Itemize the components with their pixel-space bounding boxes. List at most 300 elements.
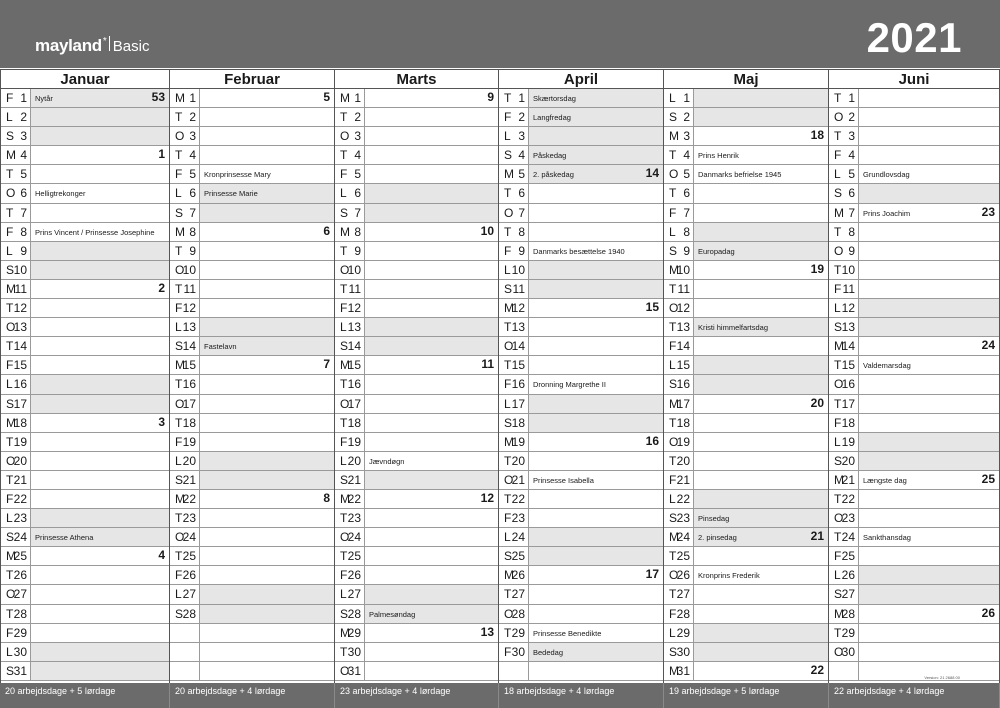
day-cell[interactable] (529, 662, 663, 680)
day-row (829, 299, 999, 318)
day-row (664, 528, 828, 547)
day-cell[interactable] (694, 356, 828, 374)
day-label (664, 204, 694, 222)
weekday-letter: F (340, 301, 348, 316)
day-row (664, 490, 828, 509)
day-cell[interactable] (694, 566, 828, 584)
day-cell[interactable] (200, 433, 334, 451)
day-cell[interactable] (529, 356, 663, 374)
day-cell[interactable] (365, 528, 498, 546)
day-cell[interactable] (31, 127, 169, 145)
day-cell[interactable] (365, 108, 498, 126)
day-cell[interactable] (529, 299, 663, 317)
day-cell[interactable] (694, 547, 828, 565)
weekday-letter: S (834, 320, 843, 335)
weekday-letter: T (669, 320, 677, 335)
day-number: 10 (13, 262, 27, 277)
day-label (829, 471, 859, 489)
day-row (499, 318, 663, 337)
day-row (170, 528, 334, 547)
day-cell[interactable] (200, 165, 334, 183)
day-cell[interactable] (200, 395, 334, 413)
day-cell[interactable] (365, 165, 498, 183)
day-cell[interactable] (31, 337, 169, 355)
day-label (1, 585, 31, 603)
day-cell[interactable] (694, 605, 828, 623)
day-cell[interactable] (859, 242, 999, 260)
day-cell[interactable] (529, 624, 663, 642)
day-row (335, 624, 498, 643)
weekday-letter: T (6, 568, 14, 583)
week-number: 11 (481, 357, 494, 372)
day-label (664, 662, 694, 680)
day-cell[interactable] (859, 643, 999, 661)
day-cell[interactable] (529, 184, 663, 202)
weekday-letter: L (6, 110, 13, 125)
day-label (335, 165, 365, 183)
day-cell[interactable] (529, 452, 663, 470)
day-cell[interactable] (529, 566, 663, 584)
day-label (1, 643, 31, 661)
day-cell[interactable] (859, 108, 999, 126)
day-number: 12 (841, 301, 855, 316)
day-cell[interactable] (529, 242, 663, 260)
day-cell[interactable] (859, 490, 999, 508)
day-number: 3 (683, 129, 690, 144)
day-cell[interactable] (200, 643, 334, 661)
day-cell[interactable] (859, 299, 999, 317)
day-cell[interactable] (529, 395, 663, 413)
day-cell[interactable] (529, 280, 663, 298)
weekday-letter: T (340, 644, 348, 659)
brand-product: Basic (112, 38, 150, 55)
day-row (170, 318, 334, 337)
day-number: 4 (683, 148, 690, 163)
day-number: 12 (347, 301, 361, 316)
day-cell[interactable] (859, 127, 999, 145)
day-cell[interactable] (31, 662, 169, 680)
day-cell[interactable] (859, 146, 999, 164)
day-label (664, 146, 694, 164)
day-label (1, 223, 31, 241)
day-cell[interactable] (529, 89, 663, 107)
day-cell[interactable] (200, 605, 334, 623)
day-cell[interactable] (31, 242, 169, 260)
day-cell[interactable] (529, 146, 663, 164)
day-row (664, 127, 828, 146)
day-cell[interactable] (365, 433, 498, 451)
day-cell[interactable] (694, 242, 828, 260)
header-bar (0, 0, 1000, 68)
day-cell[interactable] (694, 89, 828, 107)
brand-divider (109, 36, 110, 51)
day-label (664, 280, 694, 298)
day-cell[interactable] (200, 356, 334, 374)
day-cell[interactable] (694, 375, 828, 393)
day-cell[interactable] (694, 204, 828, 222)
day-cell[interactable] (365, 605, 498, 623)
day-cell[interactable] (365, 146, 498, 164)
day-cell[interactable] (200, 452, 334, 470)
day-row (335, 547, 498, 566)
day-row (335, 204, 498, 223)
day-cell[interactable] (529, 261, 663, 279)
day-number: 4 (20, 148, 27, 163)
day-cell[interactable] (365, 204, 498, 222)
day-cell[interactable] (31, 547, 169, 565)
day-row (170, 585, 334, 604)
day-label (1, 165, 31, 183)
day-cell[interactable] (694, 585, 828, 603)
day-cell[interactable] (200, 566, 334, 584)
day-cell[interactable] (365, 414, 498, 432)
day-cell[interactable] (200, 184, 334, 202)
day-label (664, 395, 694, 413)
day-number: 28 (676, 606, 690, 621)
day-cell[interactable] (31, 204, 169, 222)
day-cell[interactable] (529, 433, 663, 451)
day-row (335, 280, 498, 299)
day-cell[interactable] (859, 375, 999, 393)
day-cell[interactable] (859, 528, 999, 546)
day-cell[interactable] (694, 662, 828, 680)
day-label (829, 414, 859, 432)
day-note: Valdemarsdag (863, 361, 911, 371)
day-cell[interactable] (200, 108, 334, 126)
day-number: 20 (841, 453, 855, 468)
day-cell[interactable] (200, 585, 334, 603)
day-number: 31 (676, 663, 690, 678)
day-cell[interactable] (200, 624, 334, 642)
day-cell[interactable] (31, 280, 169, 298)
day-cell[interactable] (31, 433, 169, 451)
day-cell[interactable] (200, 662, 334, 680)
day-number: 26 (347, 568, 361, 583)
day-cell[interactable] (31, 318, 169, 336)
day-cell[interactable] (859, 165, 999, 183)
weekday-letter: M (175, 358, 185, 373)
day-cell[interactable] (694, 395, 828, 413)
day-cell[interactable] (31, 299, 169, 317)
day-cell[interactable] (859, 223, 999, 241)
month-name: Januar (1, 69, 169, 89)
month-column (499, 69, 664, 683)
day-cell[interactable] (859, 395, 999, 413)
day-cell[interactable] (694, 490, 828, 508)
day-cell[interactable] (694, 146, 828, 164)
day-cell[interactable] (529, 585, 663, 603)
day-cell[interactable] (859, 547, 999, 565)
day-cell[interactable] (31, 89, 169, 107)
day-cell[interactable] (859, 261, 999, 279)
day-cell[interactable] (859, 337, 999, 355)
day-row (829, 184, 999, 203)
day-label (499, 471, 529, 489)
day-cell[interactable] (31, 165, 169, 183)
day-cell[interactable] (31, 624, 169, 642)
day-cell[interactable] (529, 127, 663, 145)
day-cell[interactable] (694, 108, 828, 126)
day-number: 29 (13, 625, 27, 640)
weekday-letter: T (504, 91, 512, 105)
day-cell[interactable] (365, 356, 498, 374)
day-cell[interactable] (31, 605, 169, 623)
day-number: 11 (677, 281, 690, 296)
day-cell[interactable] (859, 566, 999, 584)
day-cell[interactable] (694, 643, 828, 661)
day-number: 27 (676, 587, 690, 602)
day-cell[interactable] (859, 89, 999, 107)
day-number: 9 (683, 243, 690, 258)
day-cell[interactable] (694, 509, 828, 527)
day-cell[interactable] (859, 414, 999, 432)
day-label (335, 108, 365, 126)
day-number: 9 (354, 243, 361, 258)
weekday-letter: F (6, 358, 14, 373)
day-cell[interactable] (365, 643, 498, 661)
day-cell[interactable] (200, 414, 334, 432)
day-label (499, 662, 529, 680)
day-cell[interactable] (31, 471, 169, 489)
day-label (335, 624, 365, 642)
day-cell[interactable] (694, 127, 828, 145)
day-cell[interactable] (200, 242, 334, 260)
day-cell[interactable] (200, 547, 334, 565)
day-cell[interactable] (200, 299, 334, 317)
day-cell[interactable] (200, 509, 334, 527)
day-cell[interactable] (529, 337, 663, 355)
day-cell[interactable] (31, 375, 169, 393)
day-label (170, 471, 200, 489)
day-row (170, 414, 334, 433)
weekday-letter: T (834, 262, 842, 277)
day-cell[interactable] (200, 261, 334, 279)
day-row (1, 146, 169, 165)
day-cell[interactable] (365, 566, 498, 584)
day-cell[interactable] (859, 184, 999, 202)
day-cell[interactable] (365, 624, 498, 642)
day-number: 28 (841, 606, 855, 621)
weekday-letter: T (340, 243, 348, 258)
day-cell[interactable] (200, 89, 334, 107)
day-cell[interactable] (365, 452, 498, 470)
day-note: Prinsesse Athena (35, 533, 94, 543)
day-note: Pinsedag (698, 514, 730, 524)
day-cell[interactable] (694, 414, 828, 432)
day-cell[interactable] (694, 261, 828, 279)
day-cell[interactable] (31, 356, 169, 374)
day-cell[interactable] (365, 89, 498, 107)
day-cell[interactable] (200, 204, 334, 222)
day-cell[interactable] (31, 395, 169, 413)
day-cell[interactable] (529, 375, 663, 393)
day-cell[interactable] (529, 165, 663, 183)
day-label (170, 509, 200, 527)
day-row (829, 280, 999, 299)
brand-mark: * (102, 36, 107, 47)
day-label (1, 242, 31, 260)
day-cell[interactable] (365, 223, 498, 241)
day-label (499, 223, 529, 241)
day-cell[interactable] (31, 223, 169, 241)
day-cell[interactable] (31, 184, 169, 202)
day-cell[interactable] (694, 471, 828, 489)
day-cell[interactable] (365, 184, 498, 202)
day-cell[interactable] (365, 395, 498, 413)
day-cell[interactable] (31, 414, 169, 432)
day-cell[interactable] (529, 605, 663, 623)
day-cell[interactable] (859, 433, 999, 451)
day-cell[interactable] (31, 108, 169, 126)
day-row (664, 566, 828, 585)
day-cell[interactable] (859, 624, 999, 642)
day-cell[interactable] (694, 337, 828, 355)
day-cell[interactable] (200, 471, 334, 489)
day-cell[interactable] (200, 528, 334, 546)
day-cell[interactable] (529, 643, 663, 661)
day-label (664, 165, 694, 183)
day-cell[interactable] (200, 337, 334, 355)
day-label (829, 605, 859, 623)
day-cell[interactable] (529, 528, 663, 546)
day-cell[interactable] (365, 662, 498, 680)
day-row (335, 433, 498, 452)
day-label (335, 146, 365, 164)
weekday-letter: L (834, 568, 841, 583)
day-label (1, 566, 31, 584)
day-cell[interactable] (365, 261, 498, 279)
day-number: 3 (848, 129, 855, 144)
weekday-letter: L (340, 320, 347, 335)
day-cell[interactable] (365, 547, 498, 565)
day-cell[interactable] (365, 509, 498, 527)
day-cell[interactable] (365, 242, 498, 260)
day-cell[interactable] (365, 318, 498, 336)
day-cell[interactable] (529, 108, 663, 126)
day-cell[interactable] (31, 585, 169, 603)
day-cell[interactable] (529, 414, 663, 432)
day-cell[interactable] (859, 204, 999, 222)
day-label (335, 643, 365, 661)
day-number: 22 (13, 491, 27, 506)
day-label (335, 452, 365, 470)
day-cell[interactable] (694, 452, 828, 470)
weekday-letter: T (6, 472, 14, 487)
day-cell[interactable] (694, 318, 828, 336)
day-cell[interactable] (365, 337, 498, 355)
day-note: Prins Joachim (863, 208, 911, 218)
day-row (1, 242, 169, 261)
day-cell[interactable] (200, 280, 334, 298)
day-cell[interactable] (694, 433, 828, 451)
day-cell[interactable] (529, 471, 663, 489)
week-number: 7 (323, 357, 330, 372)
day-cell[interactable] (31, 261, 169, 279)
day-cell[interactable] (694, 280, 828, 298)
week-number: 19 (810, 261, 824, 276)
day-row (335, 337, 498, 356)
day-cell[interactable] (859, 509, 999, 527)
day-cell[interactable] (365, 127, 498, 145)
day-label (829, 433, 859, 451)
day-cell[interactable] (859, 280, 999, 298)
day-number: 20 (347, 453, 361, 468)
day-cell[interactable] (859, 318, 999, 336)
day-label (499, 318, 529, 336)
day-cell[interactable] (694, 299, 828, 317)
day-row (170, 433, 334, 452)
day-cell[interactable] (200, 375, 334, 393)
weekday-letter: O (669, 434, 679, 449)
day-cell[interactable] (694, 624, 828, 642)
day-cell[interactable] (200, 127, 334, 145)
day-cell[interactable] (31, 509, 169, 527)
day-cell[interactable] (200, 146, 334, 164)
weekday-letter: L (504, 129, 511, 144)
day-number: 6 (683, 186, 690, 201)
day-number: 15 (13, 358, 27, 373)
day-cell[interactable] (859, 471, 999, 489)
weekday-letter: S (340, 205, 349, 220)
day-cell[interactable] (859, 585, 999, 603)
day-label (1, 89, 31, 107)
day-cell[interactable] (694, 223, 828, 241)
day-row (499, 146, 663, 165)
day-cell[interactable] (31, 452, 169, 470)
day-cell[interactable] (529, 223, 663, 241)
day-number: 11 (14, 281, 27, 296)
day-number: 12 (676, 301, 690, 316)
day-cell[interactable] (365, 280, 498, 298)
day-label (335, 318, 365, 336)
weekday-letter: M (504, 434, 514, 449)
week-number: 14 (645, 166, 659, 181)
day-cell[interactable] (529, 490, 663, 508)
day-cell[interactable] (529, 547, 663, 565)
day-cell[interactable] (365, 299, 498, 317)
day-cell[interactable] (694, 184, 828, 202)
day-cell[interactable] (365, 375, 498, 393)
day-cell[interactable] (529, 509, 663, 527)
day-number: 22 (841, 491, 855, 506)
day-cell[interactable] (529, 318, 663, 336)
day-cell[interactable] (31, 566, 169, 584)
day-label (664, 108, 694, 126)
day-row (170, 547, 334, 566)
day-cell[interactable] (200, 223, 334, 241)
day-cell[interactable] (694, 528, 828, 546)
day-cell[interactable] (859, 605, 999, 623)
day-cell[interactable] (200, 318, 334, 336)
day-cell[interactable] (31, 643, 169, 661)
day-number: 21 (347, 472, 361, 487)
day-label (335, 605, 365, 623)
day-cell[interactable] (859, 356, 999, 374)
day-cell[interactable] (694, 165, 828, 183)
day-cell[interactable] (859, 452, 999, 470)
day-cell[interactable] (365, 471, 498, 489)
day-cell[interactable] (31, 146, 169, 164)
day-cell[interactable] (200, 490, 334, 508)
day-cell[interactable] (529, 204, 663, 222)
day-cell[interactable] (31, 528, 169, 546)
day-row (1, 184, 169, 203)
day-cell[interactable] (365, 585, 498, 603)
day-cell[interactable] (365, 490, 498, 508)
day-number: 30 (347, 644, 361, 659)
day-number: 11 (183, 281, 196, 296)
day-cell[interactable] (31, 490, 169, 508)
